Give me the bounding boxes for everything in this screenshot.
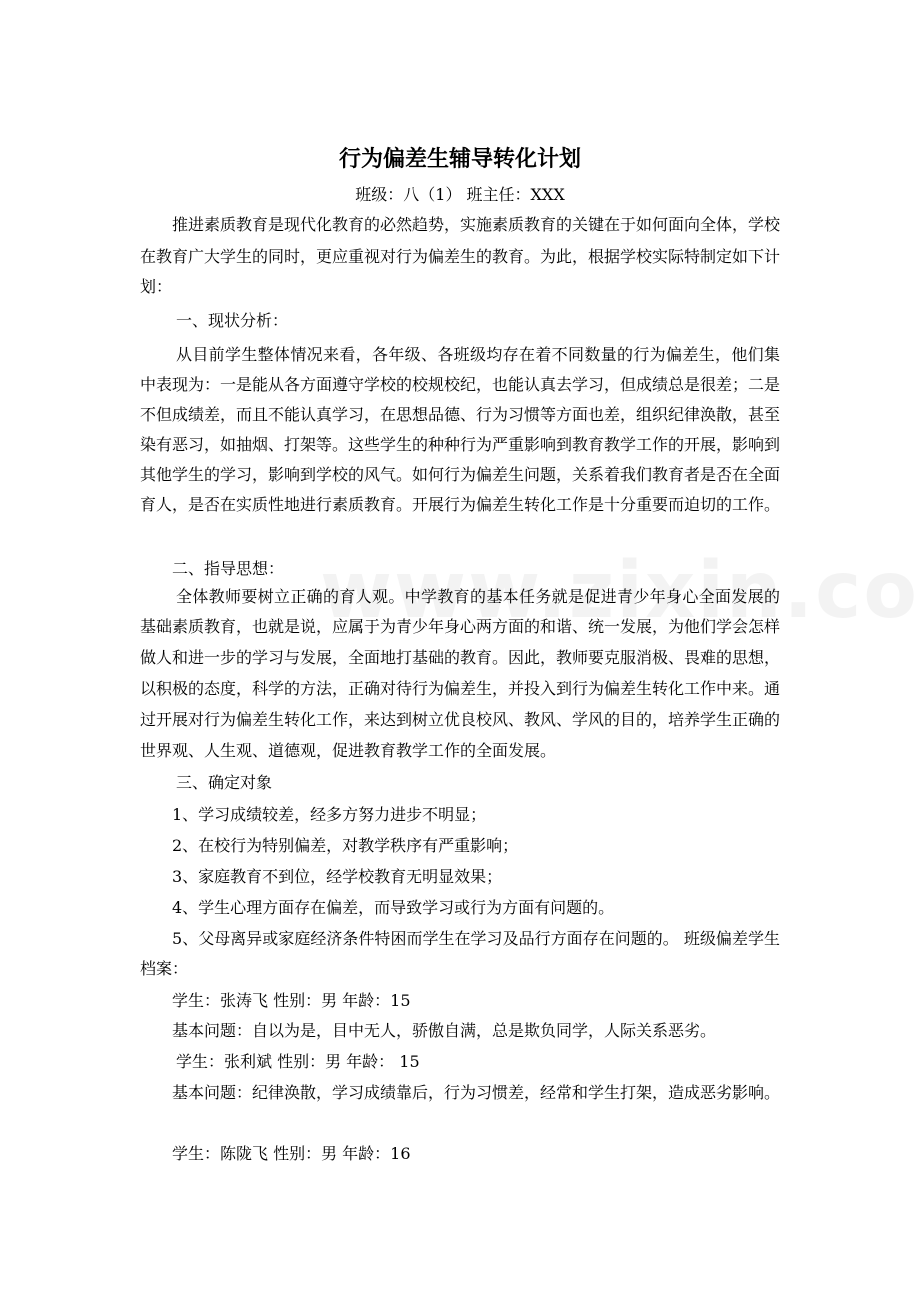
target-item-5: 5、父母离异或家庭经济条件特困而学生在学习及品行方面存在问题的。 班级偏差学生 [172, 929, 780, 948]
student-info-2: 学生：张利斌 性别：男 年龄： 15 [176, 1052, 420, 1071]
section1-line-3: 不但成绩差，而且不能认真学习，在思想品德、行为习惯等方面也差，组织纪律涣散，甚至 [140, 405, 781, 424]
student-problem-2: 基本问题：纪律涣散，学习成绩靠后，行为习惯差，经常和学生打架，造成恶劣影响。 [172, 1083, 781, 1102]
target-item-3: 3、家庭教育不到位，经学校教育无明显效果； [172, 867, 503, 886]
student-info-3: 学生：陈陇飞 性别：男 年龄：16 [172, 1144, 411, 1163]
section1-line-6: 育人，是否在实质性地进行素质教育。开展行为偏差生转化工作是十分重要而迫切的工作。 [140, 495, 781, 514]
section1-line-4: 染有恶习，如抽烟、打架等。这些学生的种种行为严重影响到教育教学工作的开展，影响到 [140, 435, 781, 454]
section-heading-targets: 三、确定对象 [176, 773, 273, 792]
target-item-1: 1、学习成绩较差，经多方努力进步不明显； [172, 805, 487, 824]
student-problem-1: 基本问题：自以为是，目中无人，骄傲自满，总是欺负同学，人际关系恶劣。 [172, 1021, 717, 1040]
intro-line-1: 推进素质教育是现代化教育的必然趋势，实施素质教育的关键在于如何面向全体，学校 [172, 215, 781, 234]
section-heading-status: 一、现状分析： [176, 311, 289, 330]
section2-line-2: 基础素质教育，也就是说，应属于为青少年身心两方面的和谐、统一发展，为他们学会怎样 [140, 617, 781, 636]
section-heading-guiding: 二、指导思想： [172, 559, 285, 578]
section1-line-1: 从目前学生整体情况来看，各年级、各班级均存在着不同数量的行为偏差生，他们集 [176, 345, 780, 364]
intro-line-2: 在教育广大学生的同时，更应重视对行为偏差生的教育。为此，根据学校实际特制定如下计 [140, 247, 781, 266]
section2-line-3: 做人和进一步的学习与发展，全面地打基础的教育。因此，教师要克服消极、畏难的思想， [140, 648, 781, 667]
intro-line-3: 划： [140, 277, 173, 296]
target-item-5-continued: 档案： [140, 959, 189, 978]
section2-line-1: 全体教师要树立正确的育人观。中学教育的基本任务就是促进青少年身心全面发展的 [176, 587, 780, 606]
student-info-1: 学生：张涛飞 性别：男 年龄：15 [172, 991, 411, 1010]
document-title: 行为偏差生辅导转化计划 [338, 147, 581, 172]
section2-line-4: 以积极的态度，科学的方法，正确对待行为偏差生，并投入到行为偏差生转化工作中来。通 [140, 679, 781, 698]
section2-line-5: 过开展对行为偏差生转化工作，来达到树立优良校风、教风、学风的目的，培养学生正确的 [140, 710, 781, 729]
target-item-4: 4、学生心理方面存在偏差，而导致学习或行为方面有问题的。 [172, 898, 615, 917]
section1-line-2: 中表现为：一是能从各方面遵守学校的校规校纪，也能认真去学习，但成绩总是很差；二是 [140, 375, 781, 394]
target-item-2: 2、在校行为特别偏差，对教学秩序有严重影响； [172, 836, 519, 855]
class-info: 班级：八（1） 班主任：XXX [355, 185, 565, 204]
section2-line-6: 世界观、人生观、道德观，促进教育教学工作的全面发展。 [140, 741, 557, 760]
section1-line-5: 其他学生的学习，影响到学校的风气。如何行为偏差生问题，关系着我们教育者是否在全面 [140, 465, 781, 484]
